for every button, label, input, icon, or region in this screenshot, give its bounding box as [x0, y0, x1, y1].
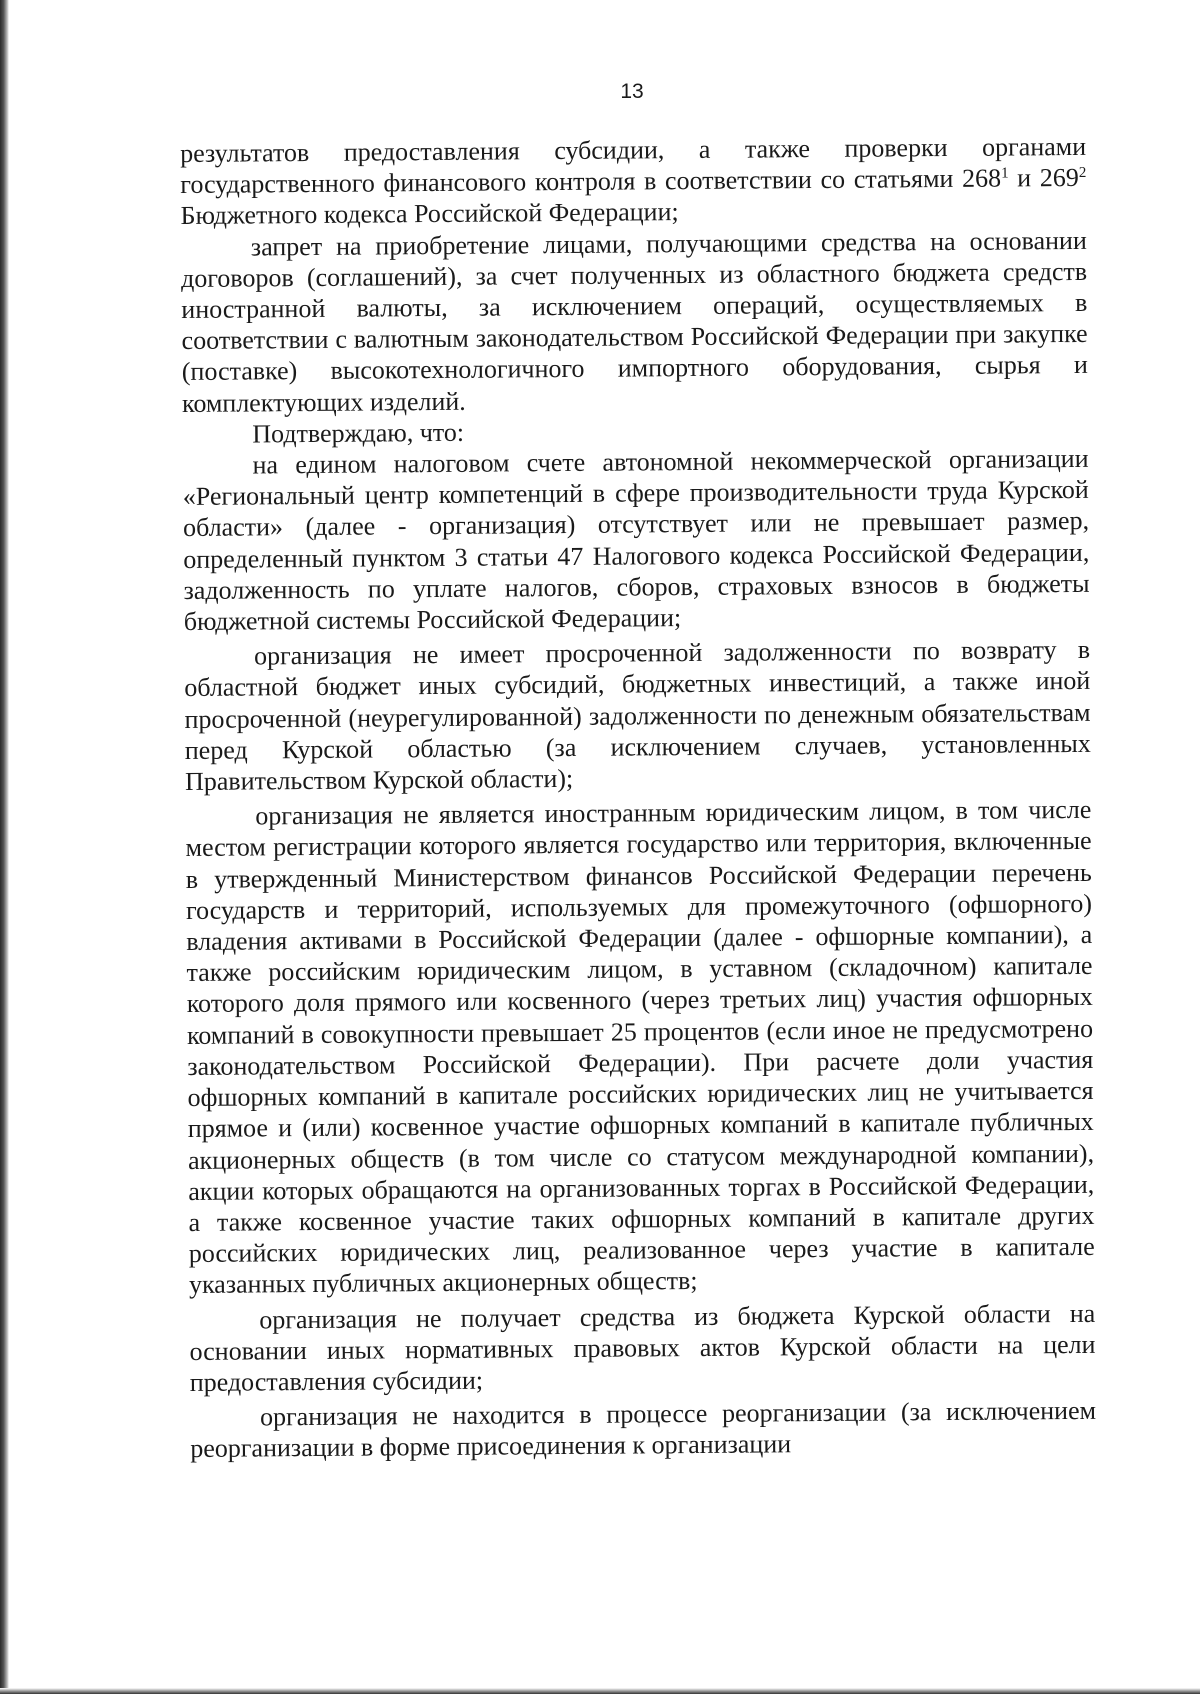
paragraph-7: организация не получает средства из бюджета Курской области на основании иных нормативных правовых актов Курской области на цели предоставления субсидии; [189, 1298, 1096, 1397]
paragraph-8: организация не находится в процессе реорганизации (за исключением реорганизации в форме присоединения к организации [190, 1395, 1097, 1464]
page-number: 13 [620, 80, 644, 103]
paragraph-2: запрет на приобретение лицами, получающими средства на основании договоров (соглашений), за счет полученных из областного бюджета средств иностранной валюты, за исключением операций, осуществляемых в соответствии с валютным законодательством Российской Федерации при закупке (поставке) высокотехнологичного импортного оборудования, сырья и комплектующих изделий. [180, 225, 1088, 418]
paragraph-1 [180, 131, 1087, 232]
paragraph-1-text-c: Бюджетного кодекса Российской Федерации; [180, 197, 679, 231]
paragraph-1-text-b: и 269 [1008, 163, 1079, 193]
paragraph-3: Подтверждаю, что: [252, 417, 465, 449]
document-body [180, 131, 1096, 1465]
paragraph-6: организация не является иностранным юридическим лицом, в том числе местом регистрации которого является государство или территория, включенные в утвержденный Министерством финансов Российской Федерации перечень государств и территорий, используемых для промежуточного (офшорного) владения активами в Российской Федерации (далее - офшорные компании), а также российским юридическим лицом, в уставном (складочном) капитале которого доля прямого или косвенного (через третьих лиц) участия офшорных компаний в совокупности превышает 25 процентов (если иное не предусмотрено законодательством Российской Федерации). При расчете доли участия офшорных компаний в капитале российских юридических лиц не учитывается прямое и (или) косвенное участие офшорных компаний в капитале публичных акционерных обществ (в том числе со статусом международной компании), акции которых обращаются на организованных торгах в Российской Федерации, а также косвенное участие таких офшорных компаний в капитале других российских юридических лиц, реализованное через участие в капитале указанных публичных акционерных обществ; [185, 795, 1095, 1300]
paragraph-1-text-a: результатов предоставления субсидии, а также проверки органами государственного финансового контроля в соответствии со статьями 268 [180, 131, 1087, 200]
scan-edge-left [0, 0, 9, 1694]
scan-edge-bottom [0, 1688, 1200, 1694]
superscript-1: 1 [1000, 165, 1009, 182]
paragraph-5: организация не имеет просроченной задолженности по возврату в областной бюджет иных субсидий, бюджетных инвестиций, а также иной просроченной (неурегулированной) задолженности по денежным обязательствам перед Курской областью (за исключением случаев, установленных Правительством Курской области); [184, 635, 1091, 797]
superscript-2: 2 [1078, 165, 1087, 182]
paragraph-4: на едином налоговом счете автономной некоммерческой организации «Региональный центр компетенций в сфере производительности труда Курской области» (далее - организация) отсутствует или не превышает размер, определенный пунктом 3 статьи 47 Налогового кодекса Российской Федерации, задолженность по уплате налогов, сборов, страховых взносов в бюджеты бюджетной системы Российской Федерации; [182, 443, 1090, 637]
